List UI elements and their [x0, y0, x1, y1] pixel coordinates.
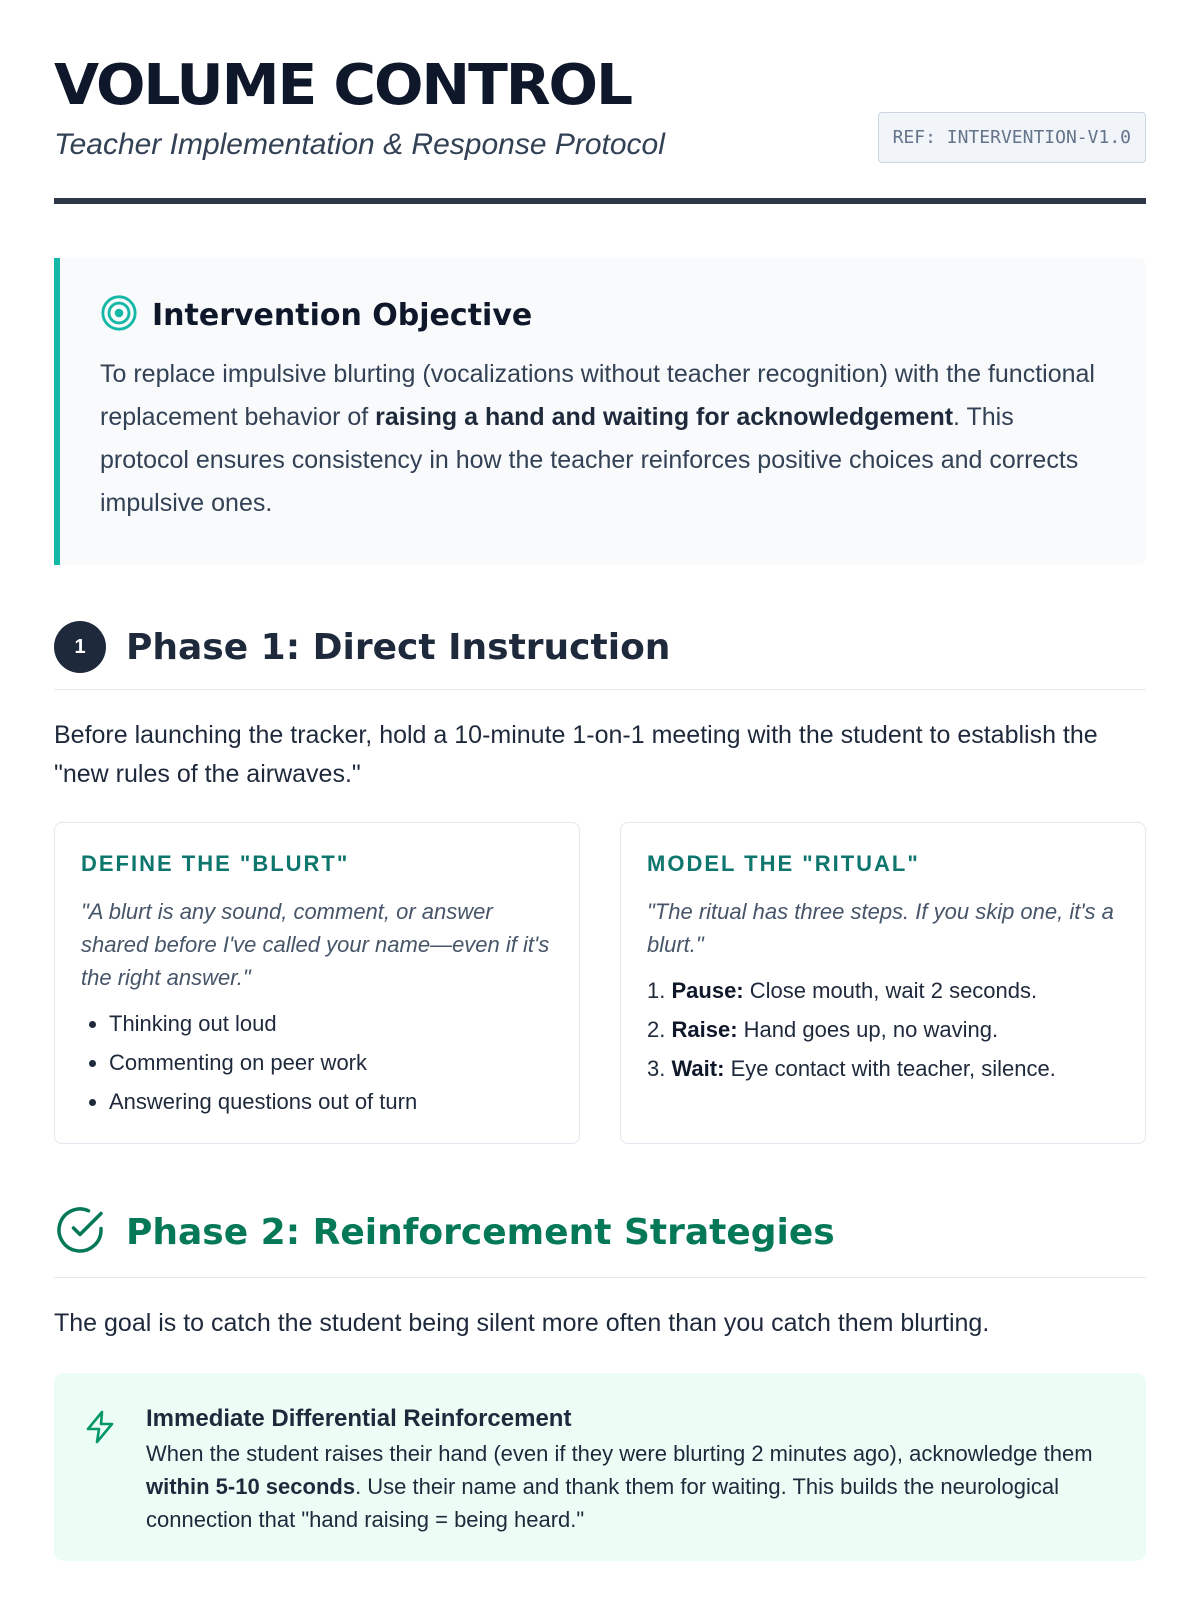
- card-title: MODEL THE "RITUAL": [647, 851, 920, 876]
- phase-1-title: Phase 1: Direct Instruction: [126, 626, 671, 668]
- callout-title: Immediate Differential Reinforcement: [146, 1405, 572, 1432]
- callout-emphasis: within 5-10 seconds: [146, 1474, 356, 1499]
- model-ritual-card: [620, 822, 1146, 1144]
- card-quote: "The ritual has three steps. If you skip one, it's a blurt.": [647, 899, 1114, 957]
- document-subtitle: Teacher Implementation & Response Protocol: [54, 128, 665, 161]
- phase-2-title: Phase 2: Reinforcement Strategies: [126, 1212, 835, 1253]
- objective-title: Intervention Objective: [152, 298, 533, 333]
- phase-number-badge: 1: [54, 621, 106, 673]
- reference-badge: REF: INTERVENTION-V1.0: [878, 112, 1146, 163]
- target-icon: [100, 294, 138, 337]
- objective-text: To replace impulsive blurting (vocalizations without teacher recognition) with the functional replacement behavior of raising a hand and waiting for acknowledgement. This protocol ensures consistency in how the teacher reinforces positive choices and corrects impulsive ones.: [100, 360, 1095, 517]
- phase-2-lead: The goal is to catch the student being silent more often than you catch them blurting.: [54, 1309, 990, 1337]
- list-item: • Commenting on peer work: [109, 1043, 553, 1082]
- callout-text: When the student raises their hand (even if they were blurting 2 minutes ago), acknowledge them within 5-10 seconds. Use their name and thank them for waiting. This builds the neurological connection that "hand raising = being heard.": [146, 1441, 1093, 1532]
- card-title: DEFINE THE "BLURT": [81, 851, 350, 876]
- reinforcement-callout: [54, 1373, 1146, 1561]
- list-item: • Answering questions out of turn: [109, 1082, 553, 1121]
- card-quote: "A blurt is any sound, comment, or answer shared before I've called your name—even if it's the right answer.": [81, 899, 550, 990]
- check-circle-icon: [54, 1204, 106, 1261]
- phase-1-cards: [54, 822, 1146, 1144]
- document-header: [54, 0, 1146, 204]
- phase-1-lead: Before launching the tracker, hold a 10-minute 1-on-1 meeting with the student to establish the "new rules of the airwaves.": [54, 721, 1098, 788]
- list-item: • Thinking out loud: [109, 1004, 553, 1043]
- phase-1-heading: [54, 621, 1146, 690]
- objective-panel: [54, 258, 1146, 565]
- objective-emphasis: raising a hand and waiting for acknowledgement: [375, 403, 954, 431]
- define-blurt-card: [54, 822, 580, 1144]
- list-item: 2. Raise: Hand goes up, no waving.: [647, 1017, 999, 1042]
- lightning-icon: [82, 1405, 118, 1529]
- list-item: 3. Wait: Eye contact with teacher, silence.: [647, 1056, 1056, 1081]
- list-item: 1. Pause: Close mouth, wait 2 seconds.: [647, 978, 1038, 1003]
- phase-2-heading: [54, 1204, 1146, 1278]
- document-title: VOLUME CONTROL: [54, 53, 631, 118]
- ritual-steps-list: [647, 971, 1119, 1088]
- blurt-examples-list: [81, 1004, 553, 1121]
